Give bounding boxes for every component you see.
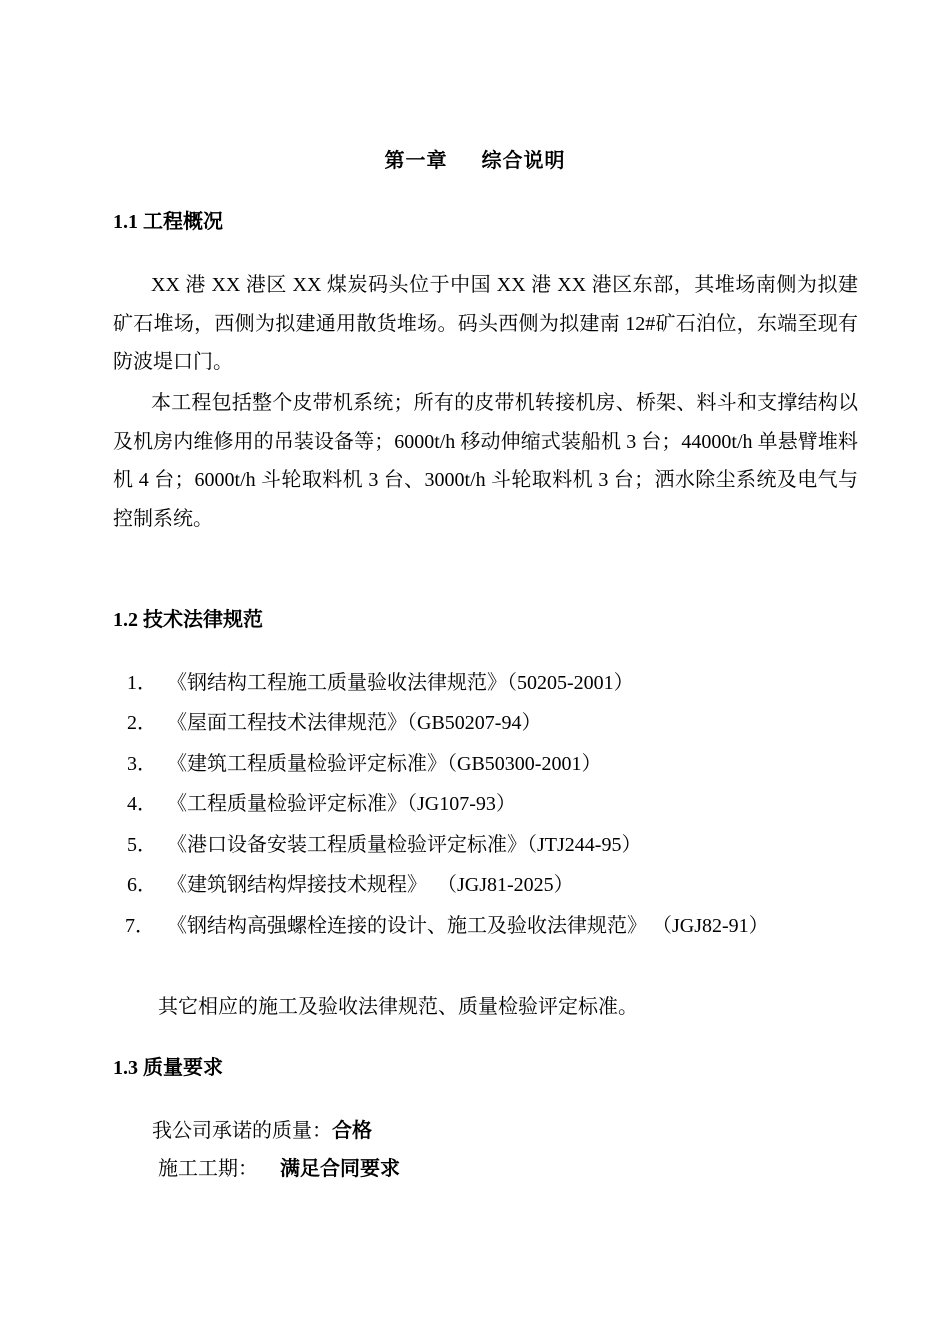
period-value: 满足合同要求 (280, 1158, 400, 1180)
list-item-text: 《工程质量检验评定标准》（JG107-93） (167, 793, 516, 815)
chapter-name: 综合说明 (481, 150, 566, 172)
list-item-text: 《港口设备安装工程质量检验评定标准》（JTJ244-95） (167, 834, 642, 856)
chapter-title (0, 147, 950, 175)
standard-list-item (113, 703, 858, 744)
list-item-text: 《屋面工程技术法律规范》（GB50207-94） (167, 712, 542, 734)
overview-paragraph-1: XX 港 XX 港区 XX 煤炭码头位于中国 XX 港 XX 港区东部，其堆场南侧为拟建矿石堆场，西侧为拟建通用散货堆场。码头西侧为拟建南 12#矿石泊位，东端至现有防波堤口门。 (113, 274, 858, 373)
list-item-text: 《钢结构高强螺栓连接的设计、施工及验收法律规范》 （JGJ82-91） (167, 915, 769, 937)
list-item-number: 6． (127, 874, 157, 896)
standard-list-item (113, 906, 858, 947)
standard-list-item (113, 784, 858, 825)
quality-label: 我公司承诺的质量： (152, 1120, 332, 1142)
list-item-number: 7． (125, 915, 155, 937)
overview-paragraph-2: 本工程包括整个皮带机系统；所有的皮带机转接机房、桥架、料斗和支撑结构以及机房内维修用的吊装设备等；6000t/h 移动伸缩式装船机 3 台；44000t/h 单悬臂堆料机 4 台；6000t/h 斗轮取料机 3 台、3000t/h 斗轮取料机 3 台；洒水除尘系统及电气与控制系统。 (113, 392, 858, 530)
list-item-number: 5． (127, 834, 157, 856)
list-item-number: 1． (127, 672, 157, 694)
quality-commitment (152, 1117, 372, 1145)
construction-period (158, 1155, 400, 1183)
section-heading-1-1: 1.1 工程概况 (113, 211, 223, 233)
standard-list-item (113, 865, 858, 906)
standards-closing-text: 其它相应的施工及验收法律规范、质量检验评定标准。 (158, 996, 638, 1018)
quality-value: 合格 (332, 1120, 372, 1142)
list-item-text: 《建筑工程质量检验评定标准》（GB50300-2001） (167, 753, 602, 775)
chapter-label: 第一章 (384, 150, 448, 172)
section-heading-1-2: 1.2 技术法律规范 (113, 609, 263, 631)
section-heading-1-3: 1.3 质量要求 (113, 1057, 223, 1079)
list-item-number: 3． (127, 753, 157, 775)
list-item-number: 2． (127, 712, 157, 734)
period-label: 施工工期： (158, 1158, 258, 1180)
list-item-text: 《钢结构工程施工质量验收法律规范》（50205-2001） (167, 672, 634, 694)
standard-list-item (113, 825, 858, 866)
list-item-number: 4． (127, 793, 157, 815)
standard-list-item (113, 744, 858, 785)
standard-list-item (113, 663, 858, 704)
list-item-text: 《建筑钢结构焊接技术规程》 （JGJ81-2025） (167, 874, 574, 896)
